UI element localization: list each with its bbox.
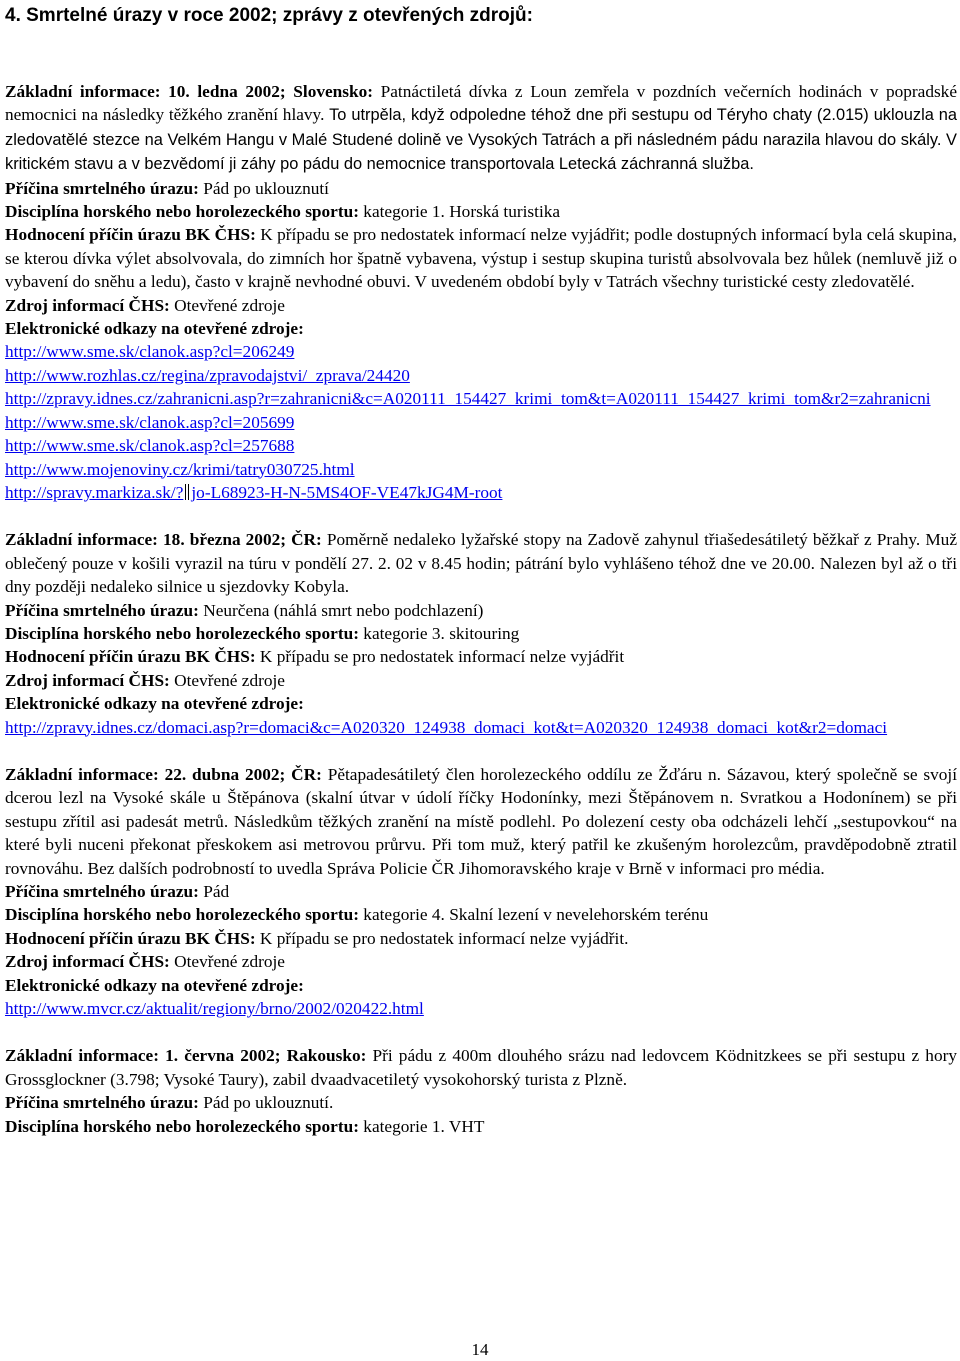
basic-info-text-a: Patnáctiletá dívka z Loun zemřela v pozdních večerních hodinách v popradské nemocnici na následky těžkého zranění hlavy.: [5, 82, 957, 125]
section-title: 4. Smrtelné úrazy v roce 2002; zprávy z otevřených zdrojů:: [5, 5, 533, 26]
source-label: Zdroj informací ČHS:: [5, 295, 170, 315]
source-link[interactable]: http://zpravy.idnes.cz/zahranicni.asp?r=zahranicni&c=A020111_154427_krimi_tom&t=A020111_154427_krimi_tom&r2=zahranicni: [5, 389, 931, 409]
source-link[interactable]: http://www.sme.sk/clanok.asp?cl=206249: [5, 342, 295, 362]
evaluation-label: Hodnocení příčin úrazu BK ČHS:: [5, 647, 256, 667]
cause-label: Příčina smrtelného úrazu:: [5, 882, 199, 901]
date-place: 10. ledna 2002; Slovensko:: [168, 82, 374, 101]
record-1: [5, 80, 957, 504]
basic-info: [5, 528, 957, 598]
basic-info-label: Základní informace:: [5, 1046, 159, 1066]
cause-line: [5, 177, 957, 200]
cause-value: Pád: [198, 882, 230, 901]
evaluation-label: Hodnocení příčin úrazu BK ČHS:: [5, 225, 256, 245]
page-number: 14: [471, 1340, 489, 1359]
links-label: Elektronické odkazy na otevřené zdroje:: [5, 319, 304, 339]
discipline-label: Disciplína horského nebo horolezeckého sportu:: [5, 623, 359, 643]
document-page: [5, 0, 957, 1138]
source-link[interactable]: http://spravy.markiza.sk/? jo-L68923-H-N-5MS4OF-VE47kJG4M-root: [5, 482, 503, 502]
discipline-line: [5, 903, 957, 926]
source-label: Zdroj informací ČHS:: [5, 952, 170, 972]
basic-info: [5, 763, 957, 880]
date-place: 22. dubna 2002; ČR:: [164, 764, 322, 784]
source-link[interactable]: http://www.sme.sk/clanok.asp?cl=205699: [5, 412, 295, 432]
discipline-value: kategorie 4. Skalní lezení v nevelehorském terénu: [358, 905, 709, 925]
cause-line: [5, 599, 957, 622]
date-place: 1. června 2002; Rakousko:: [165, 1046, 367, 1066]
basic-info-text: Poměrně nedaleko lyžařské stopy na Zadově zahynul třiašedesátiletý běžkař z Prahy. Muž oblečený pouze v košili vyrazil na túru v pondělí 27. 2. 02 v 8.45 hodin; pátrání bylo vyhlášeno téhož dne ve 20.00. Nalezen byl až o tři dny později nedaleko silnice u sjezdovky Kobyla.: [5, 530, 957, 597]
source-value: Otevřené zdroje: [169, 295, 285, 315]
source-label: Zdroj informací ČHS:: [5, 670, 170, 690]
evaluation-label: Hodnocení příčin úrazu BK ČHS:: [5, 928, 256, 948]
cause-line: [5, 1091, 957, 1114]
source-link[interactable]: http://www.mojenoviny.cz/krimi/tatry030725.html: [5, 459, 355, 479]
source-link[interactable]: http://www.sme.sk/clanok.asp?cl=257688: [5, 436, 295, 456]
source-link[interactable]: http://www.rozhlas.cz/regina/zpravodajstvi/_zprava/24420: [5, 365, 410, 385]
source-value: Otevřené zdroje: [169, 670, 285, 690]
discipline-line: [5, 622, 957, 645]
discipline-value: kategorie 3. skitouring: [358, 623, 520, 643]
basic-info-label: Základní informace:: [5, 82, 161, 101]
cause-value: Pád po uklouznutí: [198, 178, 329, 198]
basic-info: [5, 80, 957, 177]
evaluation-value: K případu se pro nedostatek informací nelze vyjádřit; podle dostupných informací byla celá skupina, se kterou dívka výlet absolvovala, do zimních hor špatně vybavena, výstup i sestup skupina turistů absolvovala bez hůlek (nemluvě již o vybavení do sněhu a ledu), často v krajně nevhodné obuvi. V uvedeném období byly v Tatrách všechny turistické cesty zledovatělé.: [5, 225, 957, 292]
source-line: [5, 669, 957, 692]
cause-value: Neurčena (náhlá smrt nebo podchlazení): [198, 600, 484, 620]
source-line: [5, 950, 957, 973]
cause-value: Pád po uklouznutí.: [198, 1093, 334, 1113]
basic-info-label: Základní informace:: [5, 530, 158, 550]
record-2: [5, 528, 957, 739]
record-3: [5, 763, 957, 1020]
basic-info-text: Pětapadesátiletý člen horolezeckého oddílu ze Žďáru n. Sázavou, který společně se svojí dcerou lezl na Vysoké skále u Štěpánova (skalní útvar v údolí říčky Hodonínky, mezi Štěpánovem n. Svratkou a Hodonínem) se při sestupu zřítil asi padesát metrů. Následkům těžkých zranění na místě podlehl. Po dolezení cesty oba odcházeli lehčí „sestupovkou“ na které byli nuceni překonat přeskokem asi metrovou průrvu. Při tom muž, který patřil ke zkušeným horolezcům, pravděpodobně ztratil rovnováhu. Bez dalších podrobností to uvedla Správa Policie ČR Jihomoravského kraje v Brně v informaci pro média.: [5, 764, 957, 878]
discipline-label: Disciplína horského nebo horolezeckého sportu:: [5, 1116, 359, 1136]
discipline-line: [5, 1115, 957, 1138]
source-value: Otevřené zdroje: [169, 952, 285, 972]
links-label: Elektronické odkazy na otevřené zdroje:: [5, 694, 304, 714]
basic-info-label: Základní informace:: [5, 764, 159, 784]
date-place: 18. března 2002; ČR:: [163, 530, 322, 550]
basic-info-text-c: V kritickém stavu a v bezvědomí ji záhy po pádu do nemocnice transportovala Letecká záchranná služba.: [5, 130, 957, 174]
cause-line: [5, 880, 957, 903]
evaluation-line: [5, 223, 957, 293]
discipline-value: kategorie 1. VHT: [358, 1116, 485, 1136]
discipline-line: [5, 200, 957, 223]
cause-label: Příčina smrtelného úrazu:: [5, 178, 199, 198]
evaluation-value: K případu se pro nedostatek informací nelze vyjádřit: [255, 647, 625, 667]
cause-label: Příčina smrtelného úrazu:: [5, 1093, 199, 1113]
basic-info-text: Při pádu z 400m dlouhého srázu nad ledovcem Ködnitzkees se při sestupu z hory Grossglockner (3.798; Vysoké Taury), zabil dvaadvacetiletý vysokohorský turista z Plzně.: [5, 1046, 957, 1089]
source-link[interactable]: http://www.mvcr.cz/aktualit/regiony/brno/2002/020422.html: [5, 999, 424, 1019]
discipline-label: Disciplína horského nebo horolezeckého sportu:: [5, 905, 359, 925]
basic-info: [5, 1044, 957, 1091]
record-4: [5, 1044, 957, 1138]
cause-label: Příčina smrtelného úrazu:: [5, 600, 199, 620]
links-label: Elektronické odkazy na otevřené zdroje:: [5, 975, 304, 995]
source-link[interactable]: http://zpravy.idnes.cz/domaci.asp?r=domaci&c=A020320_124938_domaci_kot&t=A020320_124938_domaci_kot&r2=domaci: [5, 717, 888, 737]
discipline-label: Disciplína horského nebo horolezeckého sportu:: [5, 202, 359, 222]
evaluation-line: [5, 645, 957, 668]
pipe-separator: [185, 484, 189, 500]
evaluation-line: [5, 927, 957, 950]
evaluation-value: K případu se pro nedostatek informací nelze vyjádřit.: [255, 928, 629, 948]
source-line: [5, 294, 957, 317]
discipline-value: kategorie 1. Horská turistika: [358, 202, 561, 222]
basic-info-text-b: To utrpěla, když odpoledne téhož dne při sestupu od Téryho chaty (2.015) uklouzla na zledovatělé stezce na Velkém Hangu v Malé Studené dolině ve Vysokých Tatrách a při následném pádu narazila hlavou do skály.: [5, 106, 957, 149]
